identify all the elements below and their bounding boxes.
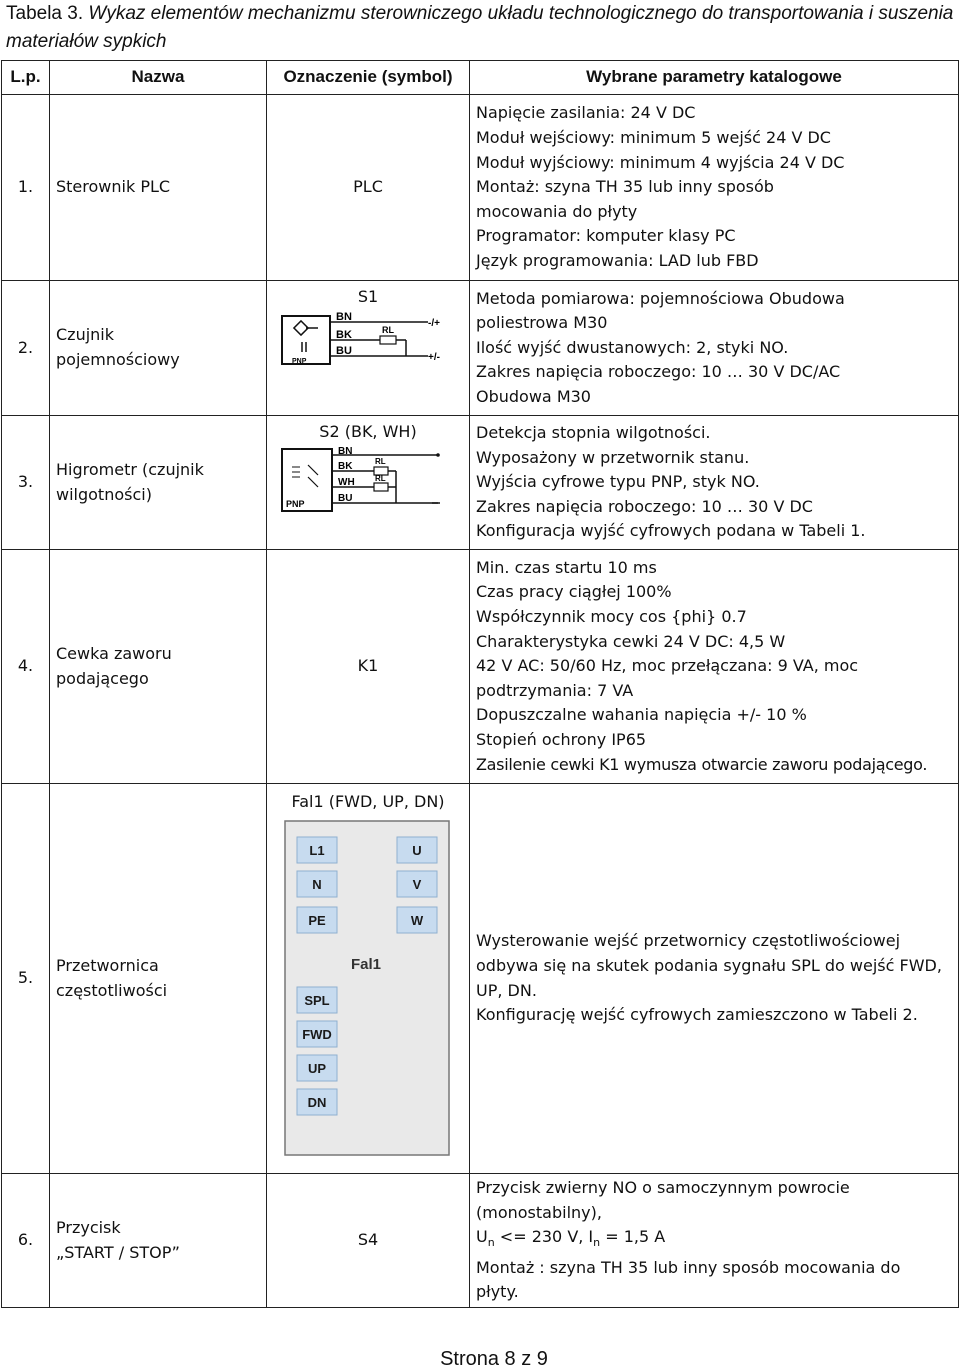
param-line: Czas pracy ciągłej 100% (476, 582, 672, 602)
param-line: 42 V AC: 50/60 Hz, moc przełączana: 9 VA, moc (476, 656, 859, 676)
wh-label: WH (338, 476, 355, 488)
table-row (2, 1174, 959, 1308)
table-row (2, 281, 959, 416)
param-line: Wyjścia cyfrowe typu PNP, styk NO. (476, 472, 760, 492)
terminal-block (297, 907, 337, 933)
param-line: Stopień ochrony IP65 (476, 729, 647, 749)
i-value: = 1,5 A (600, 1227, 666, 1247)
terminal-label: UP (307, 1060, 327, 1076)
row-name: Przetwornica częstotliwości (50, 784, 267, 1174)
terminal-label: L1 (309, 842, 325, 858)
capacitive-sensor-diagram (278, 310, 458, 372)
row-symbol: S4 (267, 1174, 470, 1308)
minus-label: +/- (428, 351, 440, 363)
row-number: 6. (2, 1174, 50, 1308)
param-line: Detekcja stopnia wilgotności. (476, 423, 711, 443)
terminal-block (297, 987, 337, 1013)
param-line-voltage-current (476, 1225, 952, 1256)
row-name: Czujnik pojemnościowy (50, 281, 267, 416)
row-number: 4. (2, 550, 50, 784)
param-line: Zakres napięcia roboczego: 10 … 30 V DC/AC (476, 362, 841, 382)
terminal-label: DN (307, 1094, 327, 1110)
param-line: mocowania do płyty (476, 201, 638, 221)
right-terminals (397, 837, 437, 933)
param-line: Napięcie zasilania: 24 V DC (476, 103, 696, 123)
row-name-line: Przycisk (56, 1217, 121, 1237)
table-row (2, 416, 959, 550)
terminal-block (297, 871, 337, 897)
table-row (2, 550, 959, 784)
param-line: Konfigurację wejść cyfrowych zamieszczono w Tabeli 2. (476, 1005, 918, 1025)
row-name-line: „START / STOP” (56, 1242, 180, 1262)
row-params (470, 784, 959, 1174)
bk-label: BK (336, 328, 352, 341)
row-params (470, 1174, 959, 1308)
row-symbol-cell (267, 784, 470, 1174)
row-params (470, 281, 959, 416)
i-subscript: n (593, 1236, 601, 1250)
u-symbol: U (476, 1227, 488, 1247)
terminal-label: SPL (304, 992, 330, 1008)
param-line: Dopuszczalne wahania napięcia +/- 10 % (476, 705, 807, 725)
inverter-diagram (283, 819, 453, 1159)
row-symbol: S1 (357, 287, 379, 306)
param-line: Min. czas startu 10 ms (476, 557, 657, 577)
terminal-label: N (312, 876, 322, 892)
bu-label: BU (338, 492, 353, 504)
terminal-block (397, 871, 437, 897)
terminal-block (297, 837, 337, 863)
header-params: Wybrane parametry katalogowe (470, 61, 959, 95)
row-params (470, 95, 959, 281)
row-name (50, 1174, 267, 1308)
plus-label: -/+ (428, 317, 440, 329)
row-name: Higrometr (czujnik wilgotności) (50, 416, 267, 550)
row-params (470, 416, 959, 550)
row-symbol-cell (267, 281, 470, 416)
terminal-label: FWD (302, 1026, 332, 1042)
rl-label: RL (375, 456, 386, 466)
param-line: UP, DN. (476, 980, 537, 1000)
row-number: 3. (2, 416, 50, 550)
components-table (1, 60, 959, 1308)
rl-label: RL (375, 473, 386, 483)
param-line: Konfiguracja wyjść cyfrowych podana w Tabeli 1. (476, 521, 866, 541)
row-symbol-cell (267, 416, 470, 550)
param-line: Programator: komputer klasy PC (476, 226, 736, 246)
param-line: Wysterowanie wejść przetwornicy częstotliwościowej (476, 931, 901, 951)
terminal-label: W (410, 912, 424, 928)
terminal-block (297, 1089, 337, 1115)
bn-label: BN (338, 445, 353, 457)
param-line: odbywa się na skutek podania sygnału SPL do wejść FWD, (476, 955, 942, 975)
table-header-row (2, 61, 959, 95)
terminal-label: V (412, 876, 422, 892)
param-line: Obudowa M30 (476, 386, 591, 406)
row-symbol: S2 (BK, WH) (319, 422, 417, 441)
bn-label: BN (336, 310, 352, 323)
rl-label: RL (382, 324, 394, 335)
header-name: Nazwa (50, 61, 267, 95)
terminal-block (297, 1021, 337, 1047)
table-caption (6, 0, 956, 56)
terminal-block (397, 907, 437, 933)
terminal-label: PE (308, 912, 326, 928)
u-value: <= 230 V, I (494, 1227, 594, 1247)
param-line: Wyposażony w przetwornik stanu. (476, 447, 750, 467)
pnp-label: PNP (286, 498, 305, 509)
pnp-label: PNP (292, 357, 307, 365)
page-footer: Strona 8 z 9 (440, 1348, 548, 1370)
param-line: Przycisk zwierny NO o samoczynnym powrocie (monostabilny), (476, 1177, 850, 1222)
caption-text: Wykaz elementów mechanizmu sterowniczego układu technologicznego do transportowania i suszenia materiałów sypkich (6, 3, 954, 52)
hygrometer-diagram (278, 445, 458, 515)
param-line: podtrzymania: 7 VA (476, 680, 634, 700)
table-row (2, 95, 959, 281)
param-line: Moduł wyjściowy: minimum 4 wyjścia 24 V DC (476, 152, 845, 172)
row-number: 1. (2, 95, 50, 281)
row-params (470, 550, 959, 784)
param-line: Metoda pomiarowa: pojemnościowa Obudowa (476, 288, 845, 308)
param-line: poliestrowa M30 (476, 313, 608, 333)
param-line: Ilość wyjść dwustanowych: 2, styki NO. (476, 337, 789, 357)
param-line: Charakterystyka cewki 24 V DC: 4,5 W (476, 631, 786, 651)
terminal-block (297, 1055, 337, 1081)
row-number: 5. (2, 784, 50, 1174)
param-line: Współczynnik mocy cos {phi} 0.7 (476, 607, 747, 627)
bu-label: BU (336, 344, 352, 357)
terminal-label: U (412, 842, 422, 858)
param-line: Zakres napięcia roboczego: 10 … 30 V DC (476, 496, 813, 516)
param-line: Język programowania: LAD lub FBD (476, 250, 759, 270)
row-name: Cewka zaworu podającego (50, 550, 267, 784)
caption-label: Tabela 3. (6, 3, 84, 24)
header-lp: L.p. (2, 61, 50, 95)
inverter-title: Fal1 (351, 955, 382, 973)
terminal-block (397, 837, 437, 863)
param-line: Montaż : szyna TH 35 lub inny sposób mocowania do płyty. (476, 1257, 901, 1302)
param-line: Montaż: szyna TH 35 lub inny sposób (476, 177, 774, 197)
u-subscript: n (487, 1236, 495, 1250)
table-row (2, 784, 959, 1174)
param-line: Zasilenie cewki K1 wymusza otwarcie zaworu podającego. (476, 754, 928, 774)
row-name: Sterownik PLC (50, 95, 267, 281)
row-symbol: PLC (267, 95, 470, 281)
row-symbol: K1 (267, 550, 470, 784)
row-symbol: Fal1 (FWD, UP, DN) (291, 792, 445, 811)
row-number: 2. (2, 281, 50, 416)
header-symbol: Oznaczenie (symbol) (267, 61, 470, 95)
bk-label: BK (338, 460, 353, 472)
param-line: Moduł wejściowy: minimum 5 wejść 24 V DC (476, 128, 831, 148)
